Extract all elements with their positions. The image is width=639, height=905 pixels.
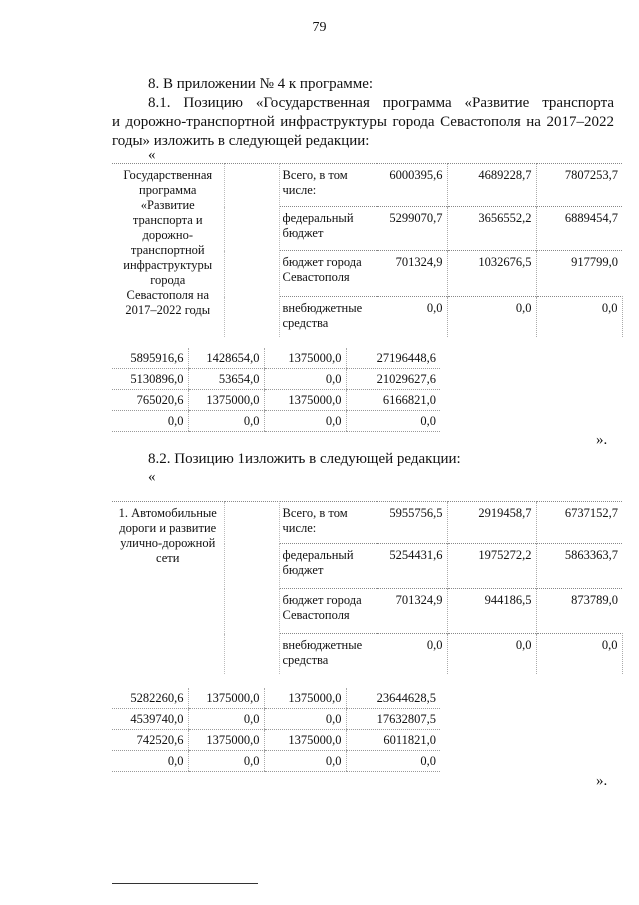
- program-name: Государственная программа «Развитие транспорта и дорожно-транспортной инфраструктуры города Севастополя на 2017–2022 годы: [123, 168, 213, 317]
- value-cell: 0,0: [536, 297, 622, 337]
- value-cell: 917799,0: [536, 251, 622, 297]
- value-cell: 5282260,6: [112, 688, 188, 709]
- value-cell: 6889454,7: [536, 207, 622, 251]
- item-8-heading: 8. В приложении № 4 к программе:: [148, 76, 374, 92]
- value-cell: 1375000,0: [264, 390, 346, 411]
- item-8-1-line3: годы» изложить в следующей редакции:: [112, 133, 370, 149]
- value-cell: 1375000,0: [188, 730, 264, 751]
- source-label: Всего, в том числе:: [279, 502, 377, 544]
- item-8-2-heading: 8.2. Позицию 1изложить в следующей редакции:: [148, 451, 461, 467]
- value-cell: 53654,0: [188, 369, 264, 390]
- value-cell: 4689228,7: [447, 164, 536, 207]
- page-number: 79: [312, 20, 327, 35]
- item-8-1-line1: 8.1. Позицию «Государственная программа «Развитие транспорта: [148, 95, 614, 111]
- value-cell: 0,0: [536, 634, 622, 674]
- value-cell: 0,0: [264, 369, 346, 390]
- value-cell: 0,0: [264, 411, 346, 432]
- value-cell: 1032676,5: [447, 251, 536, 297]
- value-cell: 27196448,6: [346, 348, 440, 369]
- value-cell: 0,0: [447, 634, 536, 674]
- value-cell: 5895916,6: [112, 348, 188, 369]
- value-cell: 6000395,6: [377, 164, 447, 207]
- table-row: [112, 730, 440, 751]
- value-cell: 3656552,2: [447, 207, 536, 251]
- value-cell: 944186,5: [447, 589, 536, 634]
- table-1-continuation: [112, 348, 440, 432]
- table-row: [112, 390, 440, 411]
- value-cell: 701324,9: [377, 251, 447, 297]
- value-cell: 6011821,0: [346, 730, 440, 751]
- footnote-divider: [112, 883, 258, 884]
- value-cell: 701324,9: [377, 589, 447, 634]
- value-cell: 1375000,0: [264, 730, 346, 751]
- value-cell: 0,0: [377, 297, 447, 337]
- value-cell: 1975272,2: [447, 544, 536, 589]
- spacer-column: [224, 502, 279, 674]
- source-label: федеральный бюджет: [279, 207, 377, 251]
- value-cell: 5130896,0: [112, 369, 188, 390]
- value-cell: 0,0: [447, 297, 536, 337]
- close-quote-2: ».: [596, 773, 608, 789]
- table-2-continuation: [112, 688, 440, 772]
- program-name-cell: [112, 164, 224, 337]
- value-cell: 0,0: [377, 634, 447, 674]
- source-label: бюджет города Севастополя: [279, 251, 377, 297]
- value-cell: 1428654,0: [188, 348, 264, 369]
- value-cell: 0,0: [346, 751, 440, 772]
- value-cell: 0,0: [264, 709, 346, 730]
- position-name-cell: [112, 502, 224, 674]
- value-cell: 1375000,0: [264, 348, 346, 369]
- value-cell: 0,0: [112, 411, 188, 432]
- table-row: [112, 751, 440, 772]
- value-cell: 7807253,7: [536, 164, 622, 207]
- value-cell: 0,0: [346, 411, 440, 432]
- value-cell: 5955756,5: [377, 502, 447, 544]
- value-cell: 765020,6: [112, 390, 188, 411]
- value-cell: 5299070,7: [377, 207, 447, 251]
- table-row: [112, 348, 440, 369]
- value-cell: 0,0: [112, 751, 188, 772]
- open-quote-2: «: [148, 469, 156, 485]
- source-label: внебюджетные средства: [279, 297, 377, 337]
- value-cell: 17632807,5: [346, 709, 440, 730]
- table-row: [112, 411, 440, 432]
- position-name: 1. Автомобильные дороги и развитие улично-дорожной сети: [118, 506, 217, 565]
- value-cell: 1375000,0: [264, 688, 346, 709]
- table-2-main: [112, 501, 623, 674]
- value-cell: 1375000,0: [188, 688, 264, 709]
- table-row: [112, 688, 440, 709]
- value-cell: 23644628,5: [346, 688, 440, 709]
- close-quote-1: ».: [596, 432, 608, 448]
- source-label: федеральный бюджет: [279, 544, 377, 589]
- value-cell: 742520,6: [112, 730, 188, 751]
- value-cell: 0,0: [188, 709, 264, 730]
- value-cell: 21029627,6: [346, 369, 440, 390]
- value-cell: 6737152,7: [536, 502, 622, 544]
- spacer-column: [224, 164, 279, 337]
- table-1-main: [112, 163, 623, 337]
- value-cell: 873789,0: [536, 589, 622, 634]
- value-cell: 4539740,0: [112, 709, 188, 730]
- open-quote-1: «: [148, 147, 156, 163]
- source-label: бюджет города Севастополя: [279, 589, 377, 634]
- value-cell: 2919458,7: [447, 502, 536, 544]
- value-cell: 1375000,0: [188, 390, 264, 411]
- source-label: внебюджетные средства: [279, 634, 377, 674]
- value-cell: 5254431,6: [377, 544, 447, 589]
- value-cell: 5863363,7: [536, 544, 622, 589]
- item-8-1-line2: и дорожно-транспортной инфраструктуры города Севастополя на 2017–2022: [112, 114, 614, 130]
- value-cell: 0,0: [264, 751, 346, 772]
- table-row: [112, 369, 440, 390]
- table-row: [112, 709, 440, 730]
- value-cell: 0,0: [188, 411, 264, 432]
- source-label: Всего, в том числе:: [279, 164, 377, 207]
- value-cell: 0,0: [188, 751, 264, 772]
- value-cell: 6166821,0: [346, 390, 440, 411]
